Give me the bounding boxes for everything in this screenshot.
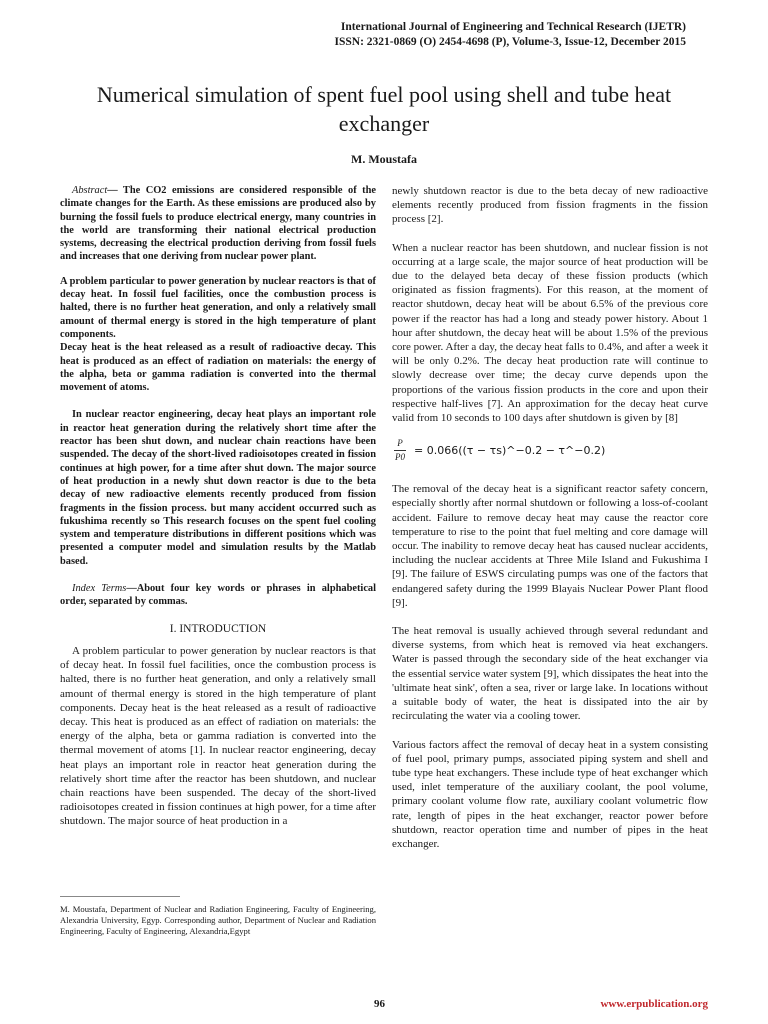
- index-terms-text: —About four key words or phrases in alphabetical order, separated by commas.: [60, 583, 377, 608]
- abstract-label: Abstract: [72, 185, 108, 196]
- footnote-rule: [60, 896, 180, 897]
- section-heading-introduction: I. INTRODUCTION: [169, 622, 267, 635]
- abstract-text: The CO2 emissions are considered responsible of the climate changes for the Earth. As these emissions are produced also by burning the fossil fuels to produce electrical energy, many countries in the world are transforming their national electrical production systems, decreasing the electrical production deriving from fossil fuels and increases that one deriving from nuclear power plant.: [60, 185, 376, 263]
- abstract-dash: —: [107, 185, 123, 196]
- publisher-website[interactable]: www.erpublication.org: [600, 998, 708, 1010]
- right-column: [392, 184, 708, 851]
- author-footnote: [60, 904, 376, 937]
- introduction-text: A problem particular to power generation by nuclear reactors is that of decay heat. In fossil fuel facilities, once the combustion process is halted, there is no further heat generation, and only a relatively small amount of thermal energy is stored in the high temperature of plant components. Decay heat is the heat released as a result of radioactive decay. This heat is produced as an effect of radiation on materials: the energy of the alpha, beta or gamma radiation is converted into the thermal movement of atoms [1]. In nuclear reactor engineering, decay heat plays an important role in reactor heat generation during the relatively short time after the reactor has been shutdown, and nuclear chain reactions have been suspended. The decay of the short-lived radioisotopes created in fission continues at high power, for a time after shutdown. The major source of heat production in a: [60, 644, 376, 828]
- formula-fraction: [394, 438, 406, 463]
- right-paragraph-3: The removal of the decay heat is a significant reactor safety concern, especially shortly after normal shutdown or following a loss-of-coolant accident. Failure to remove decay heat may cause the reactor core temperature to rise to the point that fuel melting and core damage will occur. The inability to remove decay heat has caused nuclear accidents, including the nuclear accidents at Three Mile Island and Fukushima I [9]. The failure of ESWS circulating pumps was one of the factors that endangered safety during the 1999 Blayais Nuclear Power Plant flood [9].: [392, 483, 708, 609]
- formula-numerator: P: [397, 438, 403, 449]
- footnote-text: M. Moustafa, Department of Nuclear and Radiation Engineering, Faculty of Engineering, Alexandria University, Egyp. Corresponding author, Department of Nuclear and Radiation Engineering, Faculty of Engineering, Alexandria,Egypt: [60, 904, 376, 936]
- abstract-paragraph-2: A problem particular to power generation by nuclear reactors is that of decay heat. In fossil fuel facilities, once the combustion process is halted, there is no further heat generation, and only a relatively small amount of thermal energy is stored in the high temperature of plant components.: [60, 275, 376, 340]
- abstract: [60, 184, 376, 264]
- formula-right-side: = 0.066((τ − τs)^−0.2 − τ^−0.2): [414, 444, 606, 458]
- right-paragraph-2: When a nuclear reactor has been shutdown, and nuclear fission is not occurring at a large scale, the major source of heat production will be due to the delayed beta decay of these fission products (which originated as fission fragments). For this reason, at the moment of reactor shutdown, decay heat will be about 6.5% of the previous core power if the reactor has had a long and steady power history. About 1 hour after shutdown, the decay heat will be about 1.5% of the previous core power. After a day, the decay heat falls to 0.4%, and after a week it will be only 0.2%. The decay heat production rate will continue to slowly decrease over time; the decay curve depends upon the proportions of the various fission products in the core and upon their respective half-lives [7]. An approximation for the decay heat curve valid from 10 seconds to 100 days after shutdown is given by [8]: [392, 241, 709, 425]
- left-column: [60, 184, 376, 829]
- paper-author: M. Moustafa: [351, 152, 417, 166]
- journal-header: [335, 20, 686, 50]
- right-paragraph-4: The heat removal is usually achieved through several redundant and diverse systems, from which heat is removed via heat exchangers. Water is passed through the secondary side of the heat exchanger via the essential service water system [9], which dissipates the heat into the 'ultimate heat sink', often a sea, river or large lake. In locations without a suitable body of water, the heat is dissipated into the air by recirculating the water via a cooling tower.: [392, 625, 708, 723]
- journal-name: International Journal of Engineering and Technical Research (IJETR): [340, 21, 686, 33]
- paper-title: Numerical simulation of spent fuel pool using shell and tube heat exchanger: [96, 82, 672, 136]
- page-number: 96: [374, 998, 385, 1010]
- abstract-paragraph-3: Decay heat is the heat released as a result of radioactive decay. This heat is produced as an effect of radiation on materials: the energy of the alpha, beta or gamma radiation is converted into the thermal movement of atoms.: [60, 342, 376, 394]
- right-paragraph-1: newly shutdown reactor is due to the beta decay of new radioactive elements recently produced from fission fragments in the fission process [2].: [392, 185, 708, 226]
- abstract-paragraph-4: In nuclear reactor engineering, decay heat plays an important role in reactor heat generation during the relatively short time after the reactor has been shut down, and nuclear chain reactions have been suspended. The decay of the short-lived radioisotopes created in fission continues at high power, for a time after shut down. The major source of heat production in a newly shut down reactor is due to the beta decay of new radioactive elements recently produced from fission fragments in the fission process. but many accident occurred such as fukushima recently so This research focuses on the spent fuel cooling system and temperature distributions in different positions which was presented a computer model and simulation results by the Matlab based.: [60, 409, 376, 567]
- formula-denominator: P0: [395, 452, 405, 463]
- right-paragraph-5: Various factors affect the removal of decay heat in a system consisting of fuel pool, primary pumps, associated piping system and shell and tube type heat exchangers. These include type of heat exchanger which used, inlet temperature of the auxiliary coolant, the pool volume, primary coolant volume flow rate, auxiliary coolant volumetric flow rate, length of pipes in the heat exchanger, reactor power before shutdown, reactor operation time and number of pipes in the heat exchanger.: [392, 738, 708, 850]
- decay-heat-formula: [392, 438, 708, 466]
- index-terms: [60, 582, 376, 609]
- index-terms-label: Index Terms: [72, 583, 127, 595]
- journal-issn: ISSN: 2321-0869 (O) 2454-4698 (P), Volume-3, Issue-12, December 2015: [334, 36, 686, 48]
